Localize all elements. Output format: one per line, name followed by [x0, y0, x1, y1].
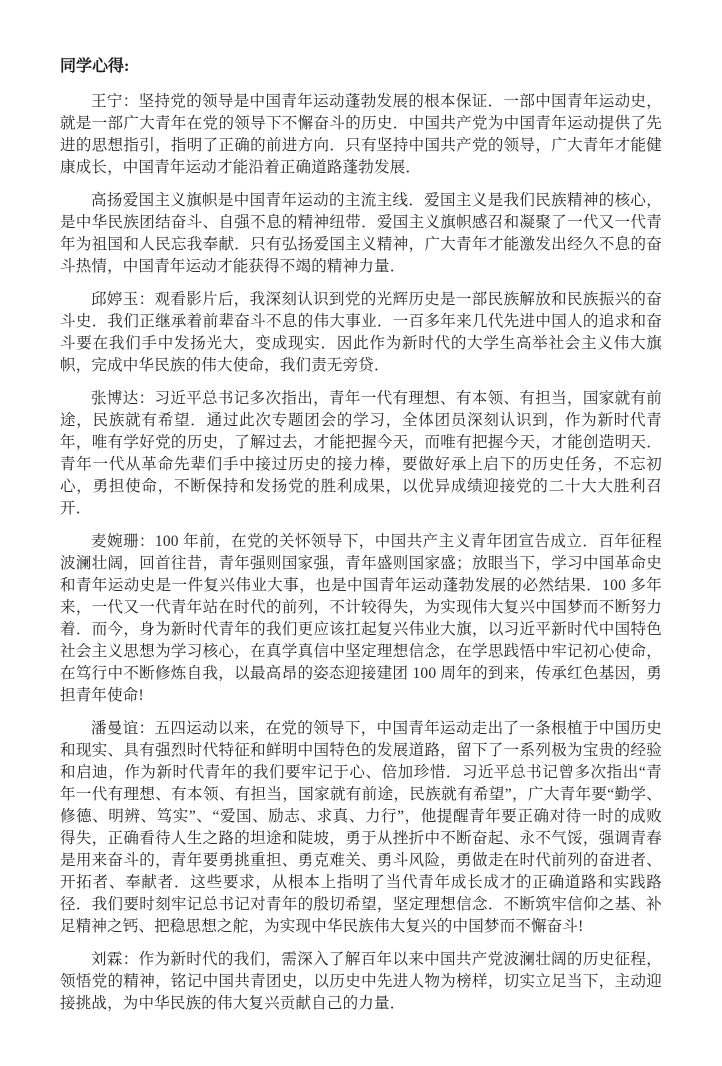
paragraph-panmanyi: 潘曼谊：五四运动以来，在党的领导下，中国青年运动走出了一条根植于中国历史和现实、具有强烈时代特征和鲜明中国特色的发展道路，留下了一系列极为宝贵的经验和启迪，作为新时代青年的我们要牢记于心、倍加珍惜．习近平总书记曾多次指出“青年一代有理想、有本领、有担当，国家就有前途，民族就有希望”，广大青年要“勤学、修德、明辨、笃实”、“爱国、励志、求真、力行”，他提醒青年要正确对待一时的成败得失，正确看待人生之路的坦途和陡坡，勇于从挫折中不断奋起、永不气馁，强调青春是用来奋斗的，青年要勇挑重担、勇克难关、勇斗风险，勇做走在时代前列的奋进者、开拓者、奉献者．这些要求，从根本上指明了当代青年成长成才的正确道路和实践路径．我们要时刻牢记总书记对青年的殷切希望，坚定理想信念．不断筑牢信仰之基、补足精神之钙、把稳思想之舵，为实现中华民族伟大复兴的中国梦而不懈奋斗!: [60, 720, 662, 935]
paragraph-zhangboda: 张博达：习近平总书记多次指出，青年一代有理想、有本领、有担当，国家就有前途，民族就有希望．通过此次专题团会的学习，全体团员深刻认识到，作为新时代青年，唯有学好党的历史，了解过去，才能把握今天，而唯有把握今天，才能创造明天．青年一代从革命先辈们手中接过历史的接力棒，要做好承上启下的历史任务，不忘初心，勇担使命，不断保持和发扬党的胜利成果，以优异成绩迎接党的二十大大胜利召开．: [60, 390, 662, 517]
paragraph-patriotism-banner: 高扬爱国主义旗帜是中国青年运动的主流主线．爱国主义是我们民族精神的核心，是中华民族团结奋斗、自强不息的精神纽带．爱国主义旗帜感召和凝聚了一代又一代青年为祖国和人民忘我奉献．只有弘扬爱国主义精神，广大青年才能激发出经久不息的奋斗热情，中国青年运动才能获得不竭的精神力量．: [60, 192, 662, 275]
paragraph-wangning: 王宁：坚持党的领导是中国青年运动蓬勃发展的根本保证．一部中国青年运动史，就是一部广大青年在党的领导下不懈奋斗的历史．中国共产党为中国青年运动提供了先进的思想指引，指明了正确的前进方向．只有坚持中国共产党的领导，广大青年才能健康成长，中国青年运动才能沿着正确道路蓬勃发展．: [60, 93, 662, 176]
document-title: 同学心得:: [60, 58, 130, 75]
paragraph-liulin: 刘霖：作为新时代的我们，需深入了解百年以来中国共产党波澜壮阔的历史征程，领悟党的精神，铭记中国共青团史，以历史中先进人物为榜样，切实立足当下，主动迎接挑战，为中华民族的伟大复兴贡献自己的力量．: [60, 951, 662, 1012]
paragraph-maiwanshan: 麦婉珊：100 年前，在党的关怀领导下，中国共产主义青年团宣告成立．百年征程波澜壮阔，回首往昔，青年强则国家强，青年盛则国家盛；放眼当下，学习中国革命史和青年运动史是一件复兴伟业大事，也是中国青年运动蓬勃发展的必然结果．100 多年来，一代又一代青年站在时代的前列，不计较得失，为实现伟大复兴中国梦而不断努力着．而今，身为新时代青年的我们更应该扛起复兴伟业大旗，以习近平新时代中国特色社会主义思想为学习核心，在真学真信中坚定理想信念，在学思践悟中牢记初心使命，在笃行中不断修炼自我，以最高昂的姿态迎接建团 100 周年的到来，传承红色基因，勇担青年使命!: [60, 533, 662, 704]
paragraph-qiutingyu: 邱婷玉：观看影片后，我深刻认识到党的光辉历史是一部民族解放和民族振兴的奋斗史．我们正继承着前辈奋斗不息的伟大事业．一百多年来几代先进中国人的追求和奋斗要在我们手中发扬光大，变成现实．因此作为新时代的大学生高举社会主义伟大旗帜，完成中华民族的伟大使命，我们责无旁贷．: [60, 291, 662, 374]
